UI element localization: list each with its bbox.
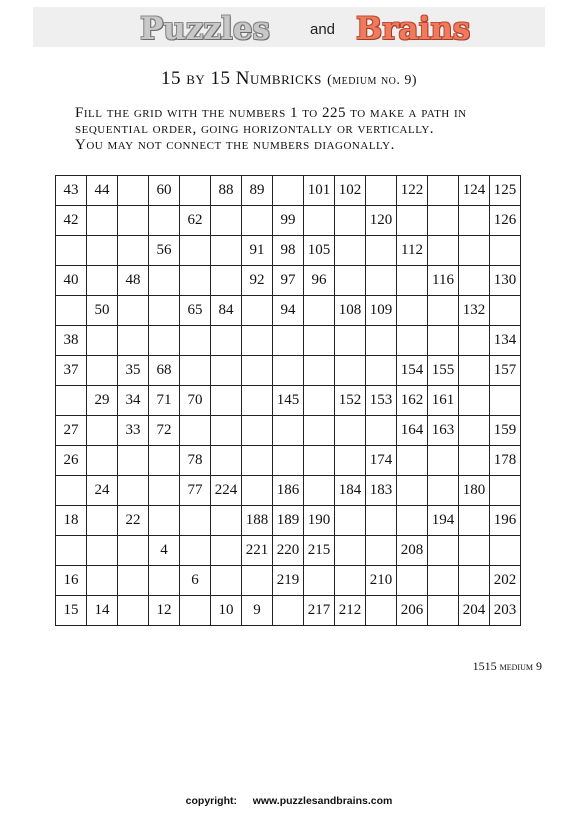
grid-row bbox=[56, 566, 521, 596]
instruction-line: You may not connect the numbers diagonally. bbox=[75, 137, 395, 153]
grid-row bbox=[56, 446, 521, 476]
grid-cell-given: 204 bbox=[459, 596, 490, 626]
grid-cell-given: 157 bbox=[490, 356, 521, 386]
grid-cell-empty[interactable] bbox=[149, 446, 180, 476]
grid-cell-given: 99 bbox=[273, 206, 304, 236]
grid-cell-given: 220 bbox=[273, 536, 304, 566]
grid-cell-empty[interactable] bbox=[459, 356, 490, 386]
grid-cell-given: 196 bbox=[490, 506, 521, 536]
grid-cell-given: 184 bbox=[335, 476, 366, 506]
grid-cell-empty[interactable] bbox=[335, 266, 366, 296]
grid-cell-empty[interactable] bbox=[242, 206, 273, 236]
grid-cell-empty[interactable] bbox=[490, 236, 521, 266]
grid-cell-given: 65 bbox=[180, 296, 211, 326]
grid-cell-empty[interactable] bbox=[118, 236, 149, 266]
instruction-line: Fill the grid with the numbers 1 to 225 to make a path in bbox=[75, 105, 467, 121]
grid-cell-empty[interactable] bbox=[335, 206, 366, 236]
grid-cell-given: 37 bbox=[56, 356, 87, 386]
grid-cell-empty[interactable] bbox=[459, 266, 490, 296]
grid-cell-given: 91 bbox=[242, 236, 273, 266]
grid-cell-given: 178 bbox=[490, 446, 521, 476]
grid-row bbox=[56, 326, 521, 356]
grid-cell-empty[interactable] bbox=[242, 326, 273, 356]
grid-cell-empty[interactable] bbox=[335, 536, 366, 566]
grid-cell-given: 9 bbox=[242, 596, 273, 626]
grid-cell-given: 38 bbox=[56, 326, 87, 356]
grid-cell-empty[interactable] bbox=[180, 506, 211, 536]
grid-cell-given: 42 bbox=[56, 206, 87, 236]
grid-cell-given: 122 bbox=[397, 176, 428, 206]
grid-cell-empty[interactable] bbox=[87, 446, 118, 476]
grid-cell-empty[interactable] bbox=[242, 446, 273, 476]
grid-cell-empty[interactable] bbox=[304, 446, 335, 476]
grid-cell-given: 97 bbox=[273, 266, 304, 296]
grid-cell-given: 88 bbox=[211, 176, 242, 206]
grid-cell-given: 183 bbox=[366, 476, 397, 506]
grid-cell-empty[interactable] bbox=[397, 266, 428, 296]
grid-cell-empty[interactable] bbox=[211, 506, 242, 536]
copyright-line bbox=[0, 795, 578, 807]
grid-cell-given: 40 bbox=[56, 266, 87, 296]
grid-cell-empty[interactable] bbox=[211, 236, 242, 266]
grid-cell-given: 72 bbox=[149, 416, 180, 446]
grid-cell-empty[interactable] bbox=[366, 356, 397, 386]
grid-cell-given: 24 bbox=[87, 476, 118, 506]
grid-row bbox=[56, 236, 521, 266]
grid-cell-empty[interactable] bbox=[149, 266, 180, 296]
grid-cell-empty[interactable] bbox=[428, 536, 459, 566]
grid-cell-empty[interactable] bbox=[118, 206, 149, 236]
grid-cell-empty[interactable] bbox=[335, 446, 366, 476]
grid-cell-given: 130 bbox=[490, 266, 521, 296]
grid-cell-empty[interactable] bbox=[149, 476, 180, 506]
grid-cell-given: 124 bbox=[459, 176, 490, 206]
grid-cell-empty[interactable] bbox=[149, 326, 180, 356]
grid-cell-given: 44 bbox=[87, 176, 118, 206]
logo-and-text: and bbox=[310, 21, 336, 38]
grid-cell-given: 18 bbox=[56, 506, 87, 536]
grid-cell-given: 27 bbox=[56, 416, 87, 446]
grid-cell-given: 132 bbox=[459, 296, 490, 326]
grid-cell-given: 188 bbox=[242, 506, 273, 536]
grid-cell-empty[interactable] bbox=[304, 416, 335, 446]
grid-cell-empty[interactable] bbox=[366, 506, 397, 536]
grid-row bbox=[56, 536, 521, 566]
grid-cell-empty[interactable] bbox=[211, 566, 242, 596]
grid-cell-empty[interactable] bbox=[87, 266, 118, 296]
grid-cell-empty[interactable] bbox=[397, 476, 428, 506]
grid-cell-given: 210 bbox=[366, 566, 397, 596]
grid-cell-empty[interactable] bbox=[242, 356, 273, 386]
instructions bbox=[75, 105, 545, 153]
grid-cell-empty[interactable] bbox=[304, 566, 335, 596]
grid-cell-empty[interactable] bbox=[87, 416, 118, 446]
grid-cell-empty[interactable] bbox=[87, 506, 118, 536]
grid-cell-empty[interactable] bbox=[149, 506, 180, 536]
grid-cell-given: 203 bbox=[490, 596, 521, 626]
grid-cell-empty[interactable] bbox=[149, 566, 180, 596]
grid-row bbox=[56, 476, 521, 506]
grid-cell-empty[interactable] bbox=[490, 296, 521, 326]
grid-row bbox=[56, 266, 521, 296]
puzzle-id: 1515 medium 9 bbox=[472, 659, 542, 673]
grid-cell-empty[interactable] bbox=[304, 386, 335, 416]
grid-cell-given: 153 bbox=[366, 386, 397, 416]
grid-cell-empty[interactable] bbox=[87, 326, 118, 356]
puzzle-grid bbox=[55, 175, 521, 626]
logo-banner bbox=[33, 7, 545, 47]
grid-cell-empty[interactable] bbox=[56, 536, 87, 566]
grid-cell-given: 12 bbox=[149, 596, 180, 626]
grid-cell-given: 92 bbox=[242, 266, 273, 296]
grid-row bbox=[56, 506, 521, 536]
grid-cell-empty[interactable] bbox=[366, 176, 397, 206]
grid-cell-given: 43 bbox=[56, 176, 87, 206]
grid-cell-empty[interactable] bbox=[273, 596, 304, 626]
grid-cell-given: 109 bbox=[366, 296, 397, 326]
grid-cell-empty[interactable] bbox=[490, 476, 521, 506]
grid-row bbox=[56, 206, 521, 236]
grid-cell-given: 208 bbox=[397, 536, 428, 566]
grid-cell-empty[interactable] bbox=[366, 326, 397, 356]
grid-cell-empty[interactable] bbox=[428, 206, 459, 236]
grid-cell-given: 33 bbox=[118, 416, 149, 446]
grid-cell-given: 22 bbox=[118, 506, 149, 536]
grid-cell-empty[interactable] bbox=[180, 596, 211, 626]
grid-cell-empty[interactable] bbox=[459, 206, 490, 236]
logo-brains-text: Brains bbox=[356, 11, 471, 47]
grid-cell-given: 26 bbox=[56, 446, 87, 476]
grid-cell-empty[interactable] bbox=[242, 416, 273, 446]
grid-cell-given: 221 bbox=[242, 536, 273, 566]
grid-cell-given: 215 bbox=[304, 536, 335, 566]
grid-cell-empty[interactable] bbox=[56, 476, 87, 506]
grid-cell-empty[interactable] bbox=[366, 416, 397, 446]
grid-cell-empty[interactable] bbox=[87, 206, 118, 236]
grid-cell-empty[interactable] bbox=[335, 506, 366, 536]
grid-cell-empty[interactable] bbox=[273, 176, 304, 206]
grid-cell-empty[interactable] bbox=[304, 206, 335, 236]
grid-cell-empty[interactable] bbox=[242, 386, 273, 416]
grid-cell-empty[interactable] bbox=[87, 236, 118, 266]
grid-cell-empty[interactable] bbox=[397, 296, 428, 326]
grid-cell-empty[interactable] bbox=[180, 416, 211, 446]
grid-cell-empty[interactable] bbox=[273, 326, 304, 356]
grid-cell-given: 162 bbox=[397, 386, 428, 416]
grid-cell-given: 98 bbox=[273, 236, 304, 266]
grid-cell-given: 48 bbox=[118, 266, 149, 296]
grid-cell-empty[interactable] bbox=[335, 326, 366, 356]
grid-cell-empty[interactable] bbox=[87, 356, 118, 386]
grid-cell-given: 154 bbox=[397, 356, 428, 386]
grid-cell-empty[interactable] bbox=[459, 416, 490, 446]
grid-cell-given: 29 bbox=[87, 386, 118, 416]
grid-cell-given: 145 bbox=[273, 386, 304, 416]
grid-cell-given: 212 bbox=[335, 596, 366, 626]
grid-cell-empty[interactable] bbox=[366, 236, 397, 266]
grid-cell-empty[interactable] bbox=[118, 566, 149, 596]
grid-cell-given: 60 bbox=[149, 176, 180, 206]
grid-cell-empty[interactable] bbox=[428, 326, 459, 356]
grid-cell-empty[interactable] bbox=[56, 296, 87, 326]
grid-cell-empty[interactable] bbox=[428, 596, 459, 626]
grid-row bbox=[56, 176, 521, 206]
copyright-label: copyright: bbox=[185, 795, 238, 807]
grid-cell-empty[interactable] bbox=[56, 236, 87, 266]
grid-cell-given: 102 bbox=[335, 176, 366, 206]
grid-cell-given: 155 bbox=[428, 356, 459, 386]
grid-cell-empty[interactable] bbox=[304, 296, 335, 326]
grid-cell-empty[interactable] bbox=[211, 446, 242, 476]
grid-cell-empty[interactable] bbox=[397, 506, 428, 536]
grid-cell-empty[interactable] bbox=[459, 506, 490, 536]
grid-cell-given: 77 bbox=[180, 476, 211, 506]
grid-cell-given: 186 bbox=[273, 476, 304, 506]
grid-cell-empty[interactable] bbox=[459, 566, 490, 596]
grid-cell-given: 6 bbox=[180, 566, 211, 596]
grid-cell-given: 89 bbox=[242, 176, 273, 206]
grid-cell-given: 71 bbox=[149, 386, 180, 416]
grid-cell-empty[interactable] bbox=[428, 446, 459, 476]
grid-cell-given: 174 bbox=[366, 446, 397, 476]
grid-cell-given: 56 bbox=[149, 236, 180, 266]
grid-cell-given: 194 bbox=[428, 506, 459, 536]
instruction-line: sequential order, going horizontally or vertically. bbox=[75, 121, 435, 137]
grid-cell-empty[interactable] bbox=[428, 236, 459, 266]
grid-cell-given: 16 bbox=[56, 566, 87, 596]
grid-cell-empty[interactable] bbox=[459, 326, 490, 356]
grid-cell-given: 190 bbox=[304, 506, 335, 536]
title-main: 15 by 15 Numbricks bbox=[160, 68, 322, 89]
grid-cell-empty[interactable] bbox=[180, 236, 211, 266]
grid-cell-empty[interactable] bbox=[118, 326, 149, 356]
grid-cell-given: 159 bbox=[490, 416, 521, 446]
grid-cell-given: 14 bbox=[87, 596, 118, 626]
grid-cell-empty[interactable] bbox=[304, 356, 335, 386]
page-title bbox=[0, 68, 578, 90]
grid-cell-empty[interactable] bbox=[242, 566, 273, 596]
grid-cell-given: 125 bbox=[490, 176, 521, 206]
grid-cell-given: 78 bbox=[180, 446, 211, 476]
grid-cell-empty[interactable] bbox=[87, 566, 118, 596]
grid-cell-empty[interactable] bbox=[397, 446, 428, 476]
grid-cell-empty[interactable] bbox=[211, 326, 242, 356]
grid-cell-given: 189 bbox=[273, 506, 304, 536]
grid-cell-given: 105 bbox=[304, 236, 335, 266]
grid-cell-given: 116 bbox=[428, 266, 459, 296]
grid-cell-given: 120 bbox=[366, 206, 397, 236]
website-link[interactable]: www.puzzlesandbrains.com bbox=[252, 795, 393, 807]
grid-cell-empty[interactable] bbox=[180, 176, 211, 206]
grid-cell-given: 4 bbox=[149, 536, 180, 566]
grid-cell-empty[interactable] bbox=[118, 476, 149, 506]
grid-cell-empty[interactable] bbox=[335, 356, 366, 386]
grid-cell-given: 35 bbox=[118, 356, 149, 386]
grid-cell-empty[interactable] bbox=[180, 356, 211, 386]
grid-cell-empty[interactable] bbox=[428, 296, 459, 326]
grid-cell-empty[interactable] bbox=[149, 296, 180, 326]
grid-cell-given: 70 bbox=[180, 386, 211, 416]
grid-cell-empty[interactable] bbox=[180, 326, 211, 356]
grid-cell-empty[interactable] bbox=[118, 536, 149, 566]
grid-cell-given: 62 bbox=[180, 206, 211, 236]
grid-cell-given: 108 bbox=[335, 296, 366, 326]
grid-cell-given: 94 bbox=[273, 296, 304, 326]
grid-cell-empty[interactable] bbox=[118, 176, 149, 206]
grid-cell-empty[interactable] bbox=[459, 236, 490, 266]
grid-cell-empty[interactable] bbox=[211, 356, 242, 386]
grid-row bbox=[56, 596, 521, 626]
grid-cell-given: 50 bbox=[87, 296, 118, 326]
grid-cell-given: 126 bbox=[490, 206, 521, 236]
grid-cell-empty[interactable] bbox=[56, 386, 87, 416]
grid-cell-empty[interactable] bbox=[490, 536, 521, 566]
grid-cell-given: 112 bbox=[397, 236, 428, 266]
grid-cell-empty[interactable] bbox=[211, 536, 242, 566]
grid-cell-given: 161 bbox=[428, 386, 459, 416]
grid-cell-given: 224 bbox=[211, 476, 242, 506]
grid-row bbox=[56, 416, 521, 446]
grid-cell-empty[interactable] bbox=[211, 416, 242, 446]
grid-cell-given: 180 bbox=[459, 476, 490, 506]
grid-cell-given: 219 bbox=[273, 566, 304, 596]
grid-cell-empty[interactable] bbox=[459, 446, 490, 476]
grid-cell-empty[interactable] bbox=[180, 536, 211, 566]
grid-cell-empty[interactable] bbox=[149, 206, 180, 236]
grid-cell-empty[interactable] bbox=[87, 536, 118, 566]
grid-cell-empty[interactable] bbox=[366, 596, 397, 626]
grid-row bbox=[56, 296, 521, 326]
grid-cell-empty[interactable] bbox=[397, 206, 428, 236]
grid-cell-empty[interactable] bbox=[273, 356, 304, 386]
grid-cell-given: 164 bbox=[397, 416, 428, 446]
grid-cell-empty[interactable] bbox=[211, 206, 242, 236]
logo-puzzles-text: Puzzles bbox=[140, 11, 271, 47]
grid-cell-empty[interactable] bbox=[428, 566, 459, 596]
title-subtitle: (medium no. 9) bbox=[327, 73, 418, 88]
grid-cell-empty[interactable] bbox=[273, 446, 304, 476]
grid-cell-empty[interactable] bbox=[242, 296, 273, 326]
grid-cell-given: 15 bbox=[56, 596, 87, 626]
grid-cell-empty[interactable] bbox=[428, 476, 459, 506]
grid-cell-empty[interactable] bbox=[304, 326, 335, 356]
grid-cell-empty[interactable] bbox=[335, 566, 366, 596]
grid-cell-empty[interactable] bbox=[180, 266, 211, 296]
grid-cell-empty[interactable] bbox=[335, 416, 366, 446]
grid-cell-empty[interactable] bbox=[118, 446, 149, 476]
grid-cell-given: 84 bbox=[211, 296, 242, 326]
grid-cell-empty[interactable] bbox=[273, 416, 304, 446]
grid-cell-given: 217 bbox=[304, 596, 335, 626]
grid-cell-empty[interactable] bbox=[211, 386, 242, 416]
grid-cell-empty[interactable] bbox=[335, 236, 366, 266]
grid-cell-empty[interactable] bbox=[366, 266, 397, 296]
grid-cell-empty[interactable] bbox=[428, 176, 459, 206]
grid-cell-given: 10 bbox=[211, 596, 242, 626]
grid-cell-empty[interactable] bbox=[118, 296, 149, 326]
grid-cell-given: 96 bbox=[304, 266, 335, 296]
grid-cell-empty[interactable] bbox=[397, 566, 428, 596]
grid-cell-empty[interactable] bbox=[459, 386, 490, 416]
grid-row bbox=[56, 386, 521, 416]
grid-cell-given: 152 bbox=[335, 386, 366, 416]
grid-cell-empty[interactable] bbox=[490, 386, 521, 416]
grid-cell-empty[interactable] bbox=[366, 536, 397, 566]
grid-cell-empty[interactable] bbox=[304, 476, 335, 506]
grid-cell-given: 163 bbox=[428, 416, 459, 446]
grid-row bbox=[56, 356, 521, 386]
grid-cell-empty[interactable] bbox=[459, 536, 490, 566]
grid-cell-given: 134 bbox=[490, 326, 521, 356]
grid-cell-given: 202 bbox=[490, 566, 521, 596]
grid-cell-given: 34 bbox=[118, 386, 149, 416]
grid-cell-given: 68 bbox=[149, 356, 180, 386]
grid-cell-empty[interactable] bbox=[242, 476, 273, 506]
grid-cell-empty[interactable] bbox=[211, 266, 242, 296]
grid-cell-empty[interactable] bbox=[118, 596, 149, 626]
grid-cell-given: 101 bbox=[304, 176, 335, 206]
grid-cell-given: 206 bbox=[397, 596, 428, 626]
grid-cell-empty[interactable] bbox=[397, 326, 428, 356]
